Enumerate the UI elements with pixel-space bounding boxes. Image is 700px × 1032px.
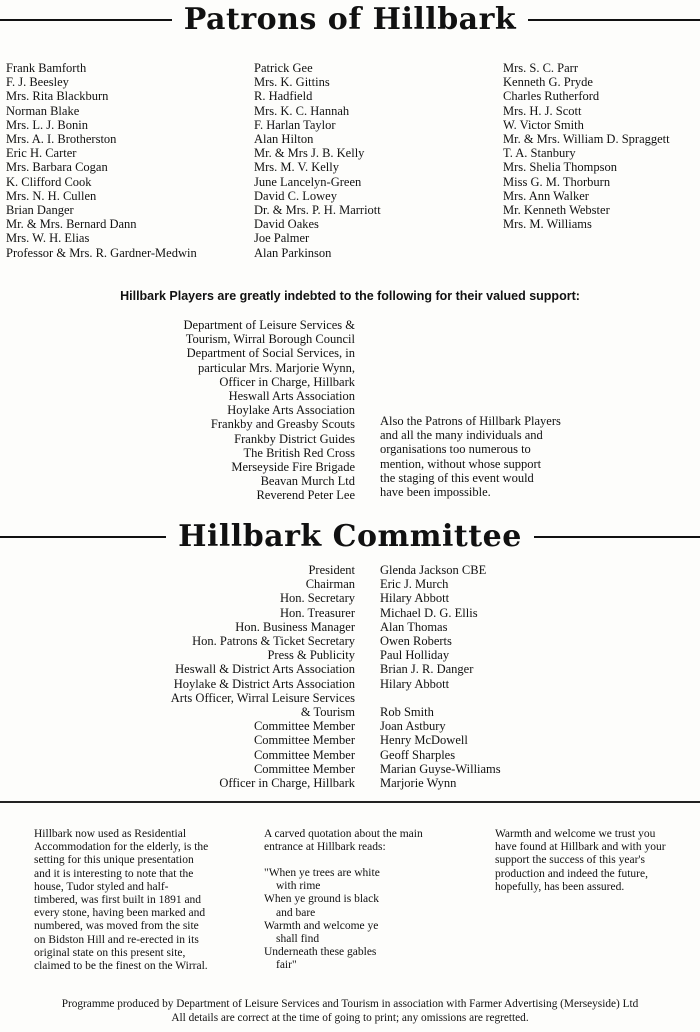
committee-title: Hillbark Committee (178, 519, 522, 554)
text-line: Rob Smith (380, 705, 434, 720)
heading-rule-right (534, 536, 700, 538)
heading-rule-left (0, 536, 166, 538)
text-line (380, 691, 501, 705)
text-line: Mrs. W. H. Elias (6, 231, 90, 246)
text-line: Mr. Kenneth Webster (503, 203, 610, 218)
text-line: Glenda Jackson CBE (380, 563, 487, 577)
text-line: entrance at Hillbark reads: (264, 841, 386, 854)
text-line: Mrs. M. Williams (503, 217, 592, 232)
text-line: every stone, having been marked and (34, 907, 206, 920)
text-line: Also the Patrons of Hillbark Players (380, 414, 561, 428)
text-line: Joan Astbury (380, 719, 446, 734)
patrons-title: Patrons of Hillbark (183, 2, 517, 37)
text-line: and all the many individuals and (380, 428, 543, 443)
quote-line: fair" (276, 959, 297, 972)
text-line: organisations too numerous to (380, 442, 531, 457)
text-line: Patrick Gee (254, 61, 313, 75)
text-line: support the success of this year's (495, 854, 645, 867)
text-line: Hon. Patrons & Ticket Secretary (192, 634, 355, 649)
text-line: Brian Danger (6, 203, 74, 218)
heading-rule-left (0, 19, 172, 21)
text-line: have been impossible. (380, 485, 491, 500)
text-line: Committee Member (253, 733, 355, 748)
text-line: Alan Hilton (254, 132, 314, 147)
text-line: Hilary Abbott (380, 591, 450, 606)
text-line: Miss G. M. Thorburn (503, 174, 611, 189)
text-line: F. Harlan Taylor (254, 117, 336, 132)
text-line: Heswall Arts Association (228, 389, 355, 404)
text-line: claimed to be the finest on the Wirral. (34, 960, 208, 973)
text-line: Owen Roberts (380, 634, 452, 649)
text-line: Alan Parkinson (254, 245, 332, 260)
text-line: on Bidston Hill and re-erected in its (34, 933, 199, 946)
footer-disclaimer: All details are correct at the time of going to print; any omissions are regretted. (171, 1012, 529, 1024)
text-line: K. Clifford Cook (6, 174, 92, 189)
text-line: Hon. Treasurer (280, 605, 355, 620)
committee-heading-row (0, 519, 700, 554)
text-line: Joe Palmer (254, 231, 310, 246)
text-line: Frankby and Greasby Scouts (210, 417, 355, 432)
text-line: have found at Hillbark and with your (495, 841, 666, 854)
text-line: the staging of this event would (380, 470, 534, 485)
text-line: Committee Member (253, 719, 355, 734)
text-line: Mrs. Rita Blackburn (6, 89, 109, 104)
quote-line: Underneath these gables (264, 946, 377, 959)
text-line: Committee Member (253, 747, 355, 762)
text-line: Marjorie Wynn (380, 776, 457, 791)
carved-quotation (264, 867, 380, 973)
text-line: The British Red Cross (243, 445, 355, 460)
patrons-column-3 (503, 61, 670, 231)
text-line: Charles Rutherford (503, 89, 600, 104)
text-line: Frank Bamforth (6, 61, 87, 75)
text-line: Dr. & Mrs. P. H. Marriott (254, 203, 381, 218)
support-intro: Hillbark Players are greatly indebted to the following for their valued support: (120, 289, 580, 303)
text-line: Chairman (305, 577, 355, 592)
text-line: Brian J. R. Danger (380, 662, 474, 677)
patrons-column-2 (254, 61, 381, 260)
text-line: Michael D. G. Ellis (380, 605, 478, 620)
text-line: Mrs. K. C. Hannah (254, 103, 350, 118)
text-line: original state on this present site, (34, 946, 186, 959)
text-line: production and indeed the future, (495, 867, 648, 880)
text-line: Mr. & Mrs J. B. Kelly (254, 146, 365, 161)
welcome-note (495, 828, 666, 894)
text-line: Mrs. Ann Walker (503, 188, 589, 203)
patrons-column-1 (6, 61, 197, 260)
footer-credit: Programme produced by Department of Leisure Services and Tourism in association with Farmer Advertising (Merseyside) Ltd (61, 998, 639, 1010)
text-line: Committee Member (253, 761, 355, 776)
text-line: & Tourism (300, 705, 355, 720)
patrons-heading-row (0, 2, 700, 37)
text-line: numbered, was moved from the site (34, 920, 199, 933)
text-line: Arts Officer, Wirral Leisure Services (170, 690, 355, 705)
text-line: T. A. Stanbury (503, 146, 576, 161)
quote-intro (264, 828, 423, 854)
text-line: Tourism, Wirral Borough Council (185, 332, 355, 347)
text-line: Mrs. S. C. Parr (503, 61, 579, 75)
text-line: Press & Publicity (267, 648, 355, 663)
section-divider (0, 801, 700, 803)
text-line: Mrs. K. Gittins (254, 75, 330, 90)
text-line: Warmth and welcome we trust you (495, 828, 656, 840)
text-line: Hon. Business Manager (235, 619, 355, 634)
text-line: Eric J. Murch (380, 577, 449, 592)
text-line: Accommodation for the elderly, is the (34, 841, 209, 854)
text-line: Mrs. A. I. Brotherston (6, 132, 117, 147)
text-line: Professor & Mrs. R. Gardner-Medwin (6, 245, 197, 260)
text-line: and it is interesting to note that the (34, 867, 194, 880)
text-line: Henry McDowell (380, 733, 468, 748)
text-line: Mrs. Barbara Cogan (6, 160, 108, 175)
text-line: Mrs. H. J. Scott (503, 103, 582, 118)
text-line: Eric H. Carter (6, 146, 77, 161)
text-line: Department of Leisure Services & (183, 318, 355, 332)
quote-line: and bare (276, 906, 316, 919)
text-line: Hoylake Arts Association (227, 403, 355, 418)
text-line: Frankby District Guides (234, 431, 355, 446)
text-line: Mrs. M. V. Kelly (254, 160, 339, 175)
heading-rule-right (528, 19, 700, 21)
text-line: Reverend Peter Lee (256, 488, 355, 503)
quote-line: with rime (276, 880, 321, 893)
text-line: June Lancelyn-Green (254, 174, 362, 189)
text-line: Mr. & Mrs. William D. Spraggett (503, 132, 670, 147)
text-line: Paul Holliday (380, 648, 450, 663)
text-line: Hoylake & District Arts Association (173, 676, 355, 691)
text-line: F. J. Beesley (6, 75, 69, 90)
text-line: Kenneth G. Pryde (503, 75, 593, 90)
quote-line: Warmth and welcome ye (264, 919, 379, 932)
support-list (184, 318, 355, 503)
text-line: R. Hadfield (254, 89, 313, 104)
text-line: Mrs. N. H. Cullen (6, 188, 97, 203)
text-line: Merseyside Fire Brigade (231, 460, 355, 475)
text-line: particular Mrs. Marjorie Wynn, (198, 360, 355, 375)
text-line: Alan Thomas (380, 619, 448, 634)
text-line: Norman Blake (6, 103, 80, 118)
support-also-text (380, 414, 561, 499)
text-line: A carved quotation about the main (264, 828, 423, 840)
text-line: Hilary Abbott (380, 676, 450, 691)
text-line: mention, without whose support (380, 456, 542, 471)
text-line: house, Tudor styled and half- (34, 880, 169, 893)
text-line: hopefully, has been assured. (495, 880, 625, 893)
history-note (34, 828, 208, 973)
text-line: David Oakes (254, 217, 319, 232)
text-line: Hon. Secretary (280, 591, 355, 606)
text-line: Heswall & District Arts Association (175, 662, 355, 677)
text-line: setting for this unique presentation (34, 854, 194, 867)
text-line: Mr. & Mrs. Bernard Dann (6, 217, 137, 232)
text-line: Hillbark now used as Residential (34, 828, 187, 840)
committee-roles (171, 563, 355, 790)
quote-line: "When ye trees are white (264, 867, 380, 879)
text-line: Mrs. L. J. Bonin (6, 117, 88, 132)
text-line: Officer in Charge, Hillbark (219, 776, 355, 791)
committee-names (380, 563, 501, 790)
text-line: Mrs. Shelia Thompson (503, 160, 618, 175)
text-line: W. Victor Smith (503, 117, 584, 132)
text-line: timbered, was first built in 1891 and (34, 894, 202, 907)
text-line: Department of Social Services, in (186, 346, 355, 361)
quote-line: shall find (276, 933, 320, 946)
text-line: Beavan Murch Ltd (260, 474, 355, 489)
text-line: President (308, 563, 355, 577)
text-line: Marian Guyse-Williams (380, 761, 501, 776)
quote-line: When ye ground is black (264, 893, 379, 906)
text-line: David C. Lowey (254, 188, 337, 203)
text-line: Geoff Sharples (380, 747, 456, 762)
text-line: Officer in Charge, Hillbark (219, 374, 355, 389)
